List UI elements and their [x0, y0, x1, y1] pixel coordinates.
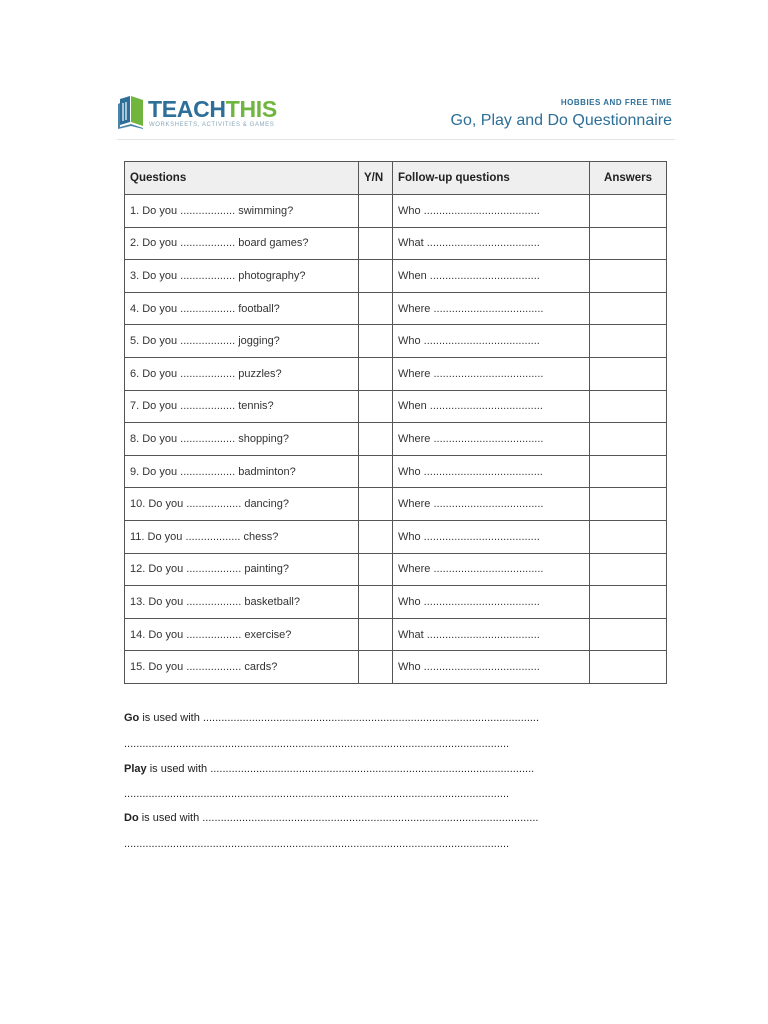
yn-cell[interactable]	[359, 390, 393, 423]
answer-cell[interactable]	[590, 553, 667, 586]
question-cell: 3. Do you .................. photography?	[125, 260, 359, 293]
play-fill-line[interactable]	[124, 763, 667, 775]
followup-cell: Where ....................................	[393, 488, 590, 521]
answer-cell[interactable]	[590, 390, 667, 423]
play-fill-line-2[interactable]: ..............................................................................................................................	[124, 788, 510, 800]
table-row	[125, 390, 667, 423]
yn-cell[interactable]	[359, 357, 393, 390]
followup-cell: Who ......................................	[393, 651, 590, 684]
table-row	[125, 357, 667, 390]
header-questions: Questions	[125, 162, 359, 195]
teach-this-logo	[117, 95, 277, 135]
answer-cell[interactable]	[590, 455, 667, 488]
table-row	[125, 195, 667, 228]
answer-cell[interactable]	[590, 292, 667, 325]
go-fill-line-2[interactable]: ..............................................................................................................................	[124, 738, 510, 750]
answer-cell[interactable]	[590, 195, 667, 228]
header-yn: Y/N	[359, 162, 393, 195]
followup-cell: When .....................................	[393, 390, 590, 423]
yn-cell[interactable]	[359, 195, 393, 228]
table-row	[125, 586, 667, 619]
question-cell: 14. Do you .................. exercise?	[125, 618, 359, 651]
do-fill-line[interactable]	[124, 812, 667, 824]
yn-cell[interactable]	[359, 423, 393, 456]
table-row	[125, 520, 667, 553]
question-cell: 6. Do you .................. puzzles?	[125, 357, 359, 390]
logo-tagline: WORKSHEETS, ACTIVITIES & GAMES	[149, 122, 275, 128]
question-cell: 13. Do you .................. basketball?	[125, 586, 359, 619]
answer-cell[interactable]	[590, 618, 667, 651]
answer-cell[interactable]	[590, 423, 667, 456]
table-row	[125, 227, 667, 260]
answer-cell[interactable]	[590, 586, 667, 619]
answer-cell[interactable]	[590, 260, 667, 293]
logo-word-this: THIS	[225, 96, 277, 122]
yn-cell[interactable]	[359, 292, 393, 325]
answer-cell[interactable]	[590, 357, 667, 390]
header-followup: Follow-up questions	[393, 162, 590, 195]
followup-cell: Who .......................................	[393, 455, 590, 488]
yn-cell[interactable]	[359, 651, 393, 684]
go-fill-text: is used with ..............................................................................................................	[139, 712, 540, 724]
play-fill-text: is used with ..........................................................................................................	[146, 763, 535, 775]
table-row	[125, 423, 667, 456]
question-cell: 15. Do you .................. cards?	[125, 651, 359, 684]
topic-label: HOBBIES AND FREE TIME	[560, 98, 672, 107]
followup-cell: When ....................................	[393, 260, 590, 293]
questionnaire-table	[124, 161, 667, 684]
yn-cell[interactable]	[359, 520, 393, 553]
followup-cell: What .....................................	[393, 227, 590, 260]
answer-cell[interactable]	[590, 651, 667, 684]
book-icon	[117, 95, 147, 129]
question-cell: 5. Do you .................. jogging?	[125, 325, 359, 358]
yn-cell[interactable]	[359, 553, 393, 586]
followup-cell: Where ....................................	[393, 553, 590, 586]
yn-cell[interactable]	[359, 325, 393, 358]
followup-cell: What .....................................	[393, 618, 590, 651]
do-word: Do	[124, 812, 139, 824]
followup-cell: Where ....................................	[393, 292, 590, 325]
followup-cell: Where ....................................	[393, 423, 590, 456]
followup-cell: Who ......................................	[393, 195, 590, 228]
page-title: Go, Play and Do Questionnaire	[450, 112, 672, 129]
answer-cell[interactable]	[590, 488, 667, 521]
table-row	[125, 553, 667, 586]
play-word: Play	[124, 763, 147, 775]
do-fill-text: is used with ..............................................................................................................	[138, 812, 539, 824]
yn-cell[interactable]	[359, 227, 393, 260]
table-header-row	[125, 162, 667, 195]
followup-cell: Who ......................................	[393, 586, 590, 619]
yn-cell[interactable]	[359, 488, 393, 521]
answer-cell[interactable]	[590, 325, 667, 358]
logo-word-teach: TEACH	[148, 96, 226, 122]
table-row	[125, 325, 667, 358]
question-cell: 11. Do you .................. chess?	[125, 520, 359, 553]
answer-cell[interactable]	[590, 227, 667, 260]
go-fill-line[interactable]	[124, 712, 667, 724]
table-row	[125, 260, 667, 293]
go-word: Go	[124, 712, 140, 724]
yn-cell[interactable]	[359, 455, 393, 488]
question-cell: 9. Do you .................. badminton?	[125, 455, 359, 488]
yn-cell[interactable]	[359, 260, 393, 293]
followup-cell: Who ......................................	[393, 520, 590, 553]
header-answers: Answers	[590, 162, 667, 195]
yn-cell[interactable]	[359, 586, 393, 619]
question-cell: 4. Do you .................. football?	[125, 292, 359, 325]
do-fill-line-2[interactable]: ..............................................................................................................................	[124, 838, 510, 850]
question-cell: 2. Do you .................. board games?	[125, 227, 359, 260]
question-cell: 10. Do you .................. dancing?	[125, 488, 359, 521]
table-row	[125, 651, 667, 684]
table-row	[125, 455, 667, 488]
header-divider	[117, 139, 675, 140]
yn-cell[interactable]	[359, 618, 393, 651]
followup-cell: Where ....................................	[393, 357, 590, 390]
question-cell: 8. Do you .................. shopping?	[125, 423, 359, 456]
table-row	[125, 488, 667, 521]
table-row	[125, 292, 667, 325]
answer-cell[interactable]	[590, 520, 667, 553]
question-cell: 12. Do you .................. painting?	[125, 553, 359, 586]
table-row	[125, 618, 667, 651]
question-cell: 7. Do you .................. tennis?	[125, 390, 359, 423]
followup-cell: Who ......................................	[393, 325, 590, 358]
page-header	[0, 0, 768, 140]
question-cell: 1. Do you .................. swimming?	[125, 195, 359, 228]
